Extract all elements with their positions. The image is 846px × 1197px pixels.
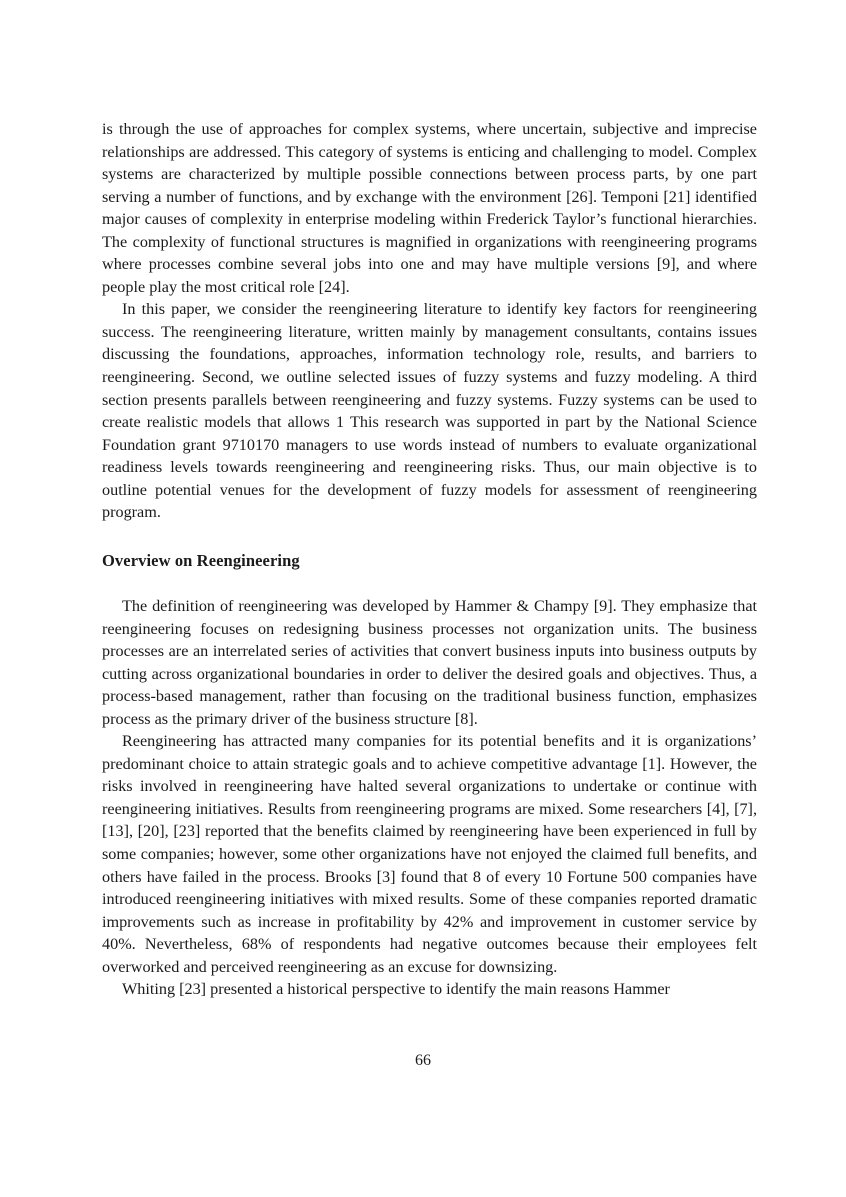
section-heading: Overview on Reengineering [102, 551, 300, 570]
intro-text-block [102, 118, 757, 524]
section-paragraph-1: The definition of reengineering was developed by Hammer & Champy [9]. They emphasize that reengineering focuses on redesigning business processes not organization units. The business processes are an interrelated series of activities that convert business inputs into business outputs by cutting across organizational boundaries in order to deliver the desired goals and objectives. Thus, a process-based management, rather than focusing on the traditional business function, emphasizes process as the primary driver of the business structure [8]. [102, 597, 757, 728]
section-paragraph-3: Whiting [23] presented a historical perspective to identify the main reasons Hammer [122, 980, 670, 999]
intro-paragraph-1: is through the use of approaches for complex systems, where uncertain, subjective and imprecise relationships are addressed. This category of systems is enticing and challenging to model. Complex systems are characterized by multiple possible connections between process parts, by one part serving a number of functions, and by exchange with the environment [26]. Temponi [21] identified major causes of complexity in enterprise modeling within Frederick Taylor’s functional hierarchies. The complexity of functional structures is magnified in organizations with reengineering programs where processes combine several jobs into one and may have multiple versions [9], and where people play the most critical role [24]. [102, 120, 757, 296]
intro-paragraph-2: In this paper, we consider the reengineering literature to identify key factors for reengineering success. The reengineering literature, written mainly by management consultants, contains issues discussing the foundations, approaches, information technology role, results, and barriers to reengineering. Second, we outline selected issues of fuzzy systems and fuzzy modeling. A third section presents parallels between reengineering and fuzzy systems. Fuzzy systems can be used to create realistic models that allows 1 This research was supported in part by the National Science Foundation grant 9710170 managers to use words instead of numbers to evaluate organizational readiness levels towards reengineering and reengineering risks. Thus, our main objective is to outline potential venues for the development of fuzzy models for assessment of reengineering program. [102, 300, 757, 522]
section-paragraph-2: Reengineering has attracted many companies for its potential benefits and it is organizations’ predominant choice to attain strategic goals and to achieve competitive advantage [1]. However, the risks involved in reengineering have halted several organizations to undertake or continue with reengineering initiatives. Results from reengineering programs are mixed. Some researchers [4], [7], [13], [20], [23] reported that the benefits claimed by reengineering have been experienced in full by some companies; however, some other organizations have not enjoyed the claimed full benefits, and others have failed in the process. Brooks [3] found that 8 of every 10 Fortune 500 companies have introduced reengineering initiatives with mixed results. Some of these companies reported dramatic improvements such as increase in profitability by 42% and improvement in customer service by 40%. Nevertheless, 68% of respondents had negative outcomes because their employees felt overworked and perceived reengineering as an excuse for downsizing. [102, 732, 757, 976]
section-text-block [102, 595, 757, 1001]
page-number: 66 [415, 1052, 431, 1069]
